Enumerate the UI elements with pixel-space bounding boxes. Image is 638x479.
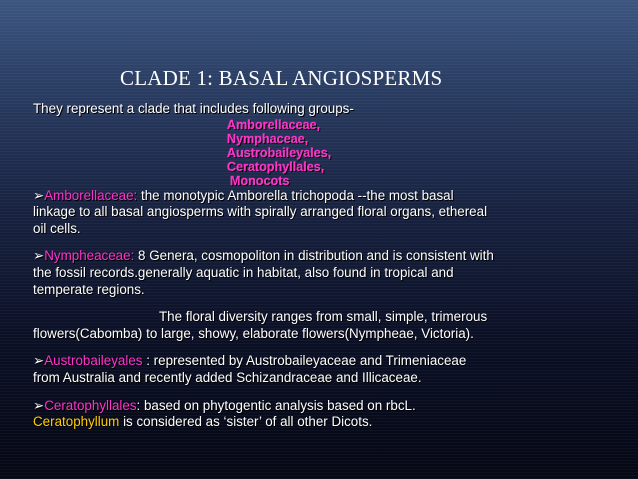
section-amborellaceae	[33, 188, 631, 238]
term-austrobaileyales: Austrobaileyales	[44, 353, 143, 369]
group-item: Nymphaceae,	[227, 131, 309, 146]
section-austrobaileyales	[33, 353, 631, 386]
term-amborellaceae: Amborellaceae:	[44, 187, 138, 203]
group-item: Austrobaileyales,	[227, 145, 332, 160]
arrow-bullet-icon: ➢	[33, 353, 45, 369]
term-ceratophyllales: Ceratophyllales	[44, 397, 137, 413]
arrow-bullet-icon: ➢	[33, 187, 45, 203]
section-text: : represented by Austrobaileyaceae and Trimeniaceae	[142, 353, 467, 369]
section-text: : based on phytogentic analysis based on rbcL.	[136, 397, 416, 413]
arrow-bullet-icon: ➢	[33, 248, 45, 264]
section-text: from Australia and recently added Schizandraceae and Illicaceae.	[33, 369, 422, 385]
section-text: temperate regions.	[33, 281, 145, 297]
section-text: the fossil records.generally aquatic in habitat, also found in tropical and	[33, 264, 454, 280]
section-text: the monotypic Amborella trichopoda --the most basal	[137, 187, 454, 203]
arrow-bullet-icon: ➢	[33, 397, 45, 413]
section-text: linkage to all basal angiosperms with spirally arranged floral organs, ethereal	[33, 204, 488, 220]
section-text: flowers(Cabomba) to large, showy, elaborate flowers(Nympheae, Victoria).	[33, 325, 474, 341]
spacer	[33, 342, 631, 353]
group-item: Ceratophyllales,	[227, 159, 325, 174]
section-ceratophyllales	[33, 398, 631, 431]
section-text: 8 Genera, cosmopoliton in distribution and is consistent with	[134, 248, 494, 264]
spacer	[33, 237, 631, 248]
term-nympheaceae: Nympheaceae:	[44, 248, 135, 264]
group-item: Amborellaceae,	[227, 117, 321, 132]
section-text: The floral diversity ranges from small, simple, trimerous	[159, 309, 488, 325]
group-item: Monocots	[230, 173, 290, 188]
term-ceratophyllum: Ceratophyllum	[33, 414, 120, 430]
section-nympheaceae	[33, 248, 631, 342]
spacer	[33, 387, 631, 398]
slide-title: CLADE 1: BASAL ANGIOSPERMS	[120, 66, 443, 90]
section-text: oil cells.	[33, 220, 81, 236]
intro-text: They represent a clade that includes following groups-	[33, 101, 354, 116]
slide-body	[33, 101, 631, 431]
spacer	[33, 298, 631, 309]
section-text: is considered as ‘sister’ of all other Dicots.	[119, 414, 373, 430]
group-list	[33, 118, 631, 188]
